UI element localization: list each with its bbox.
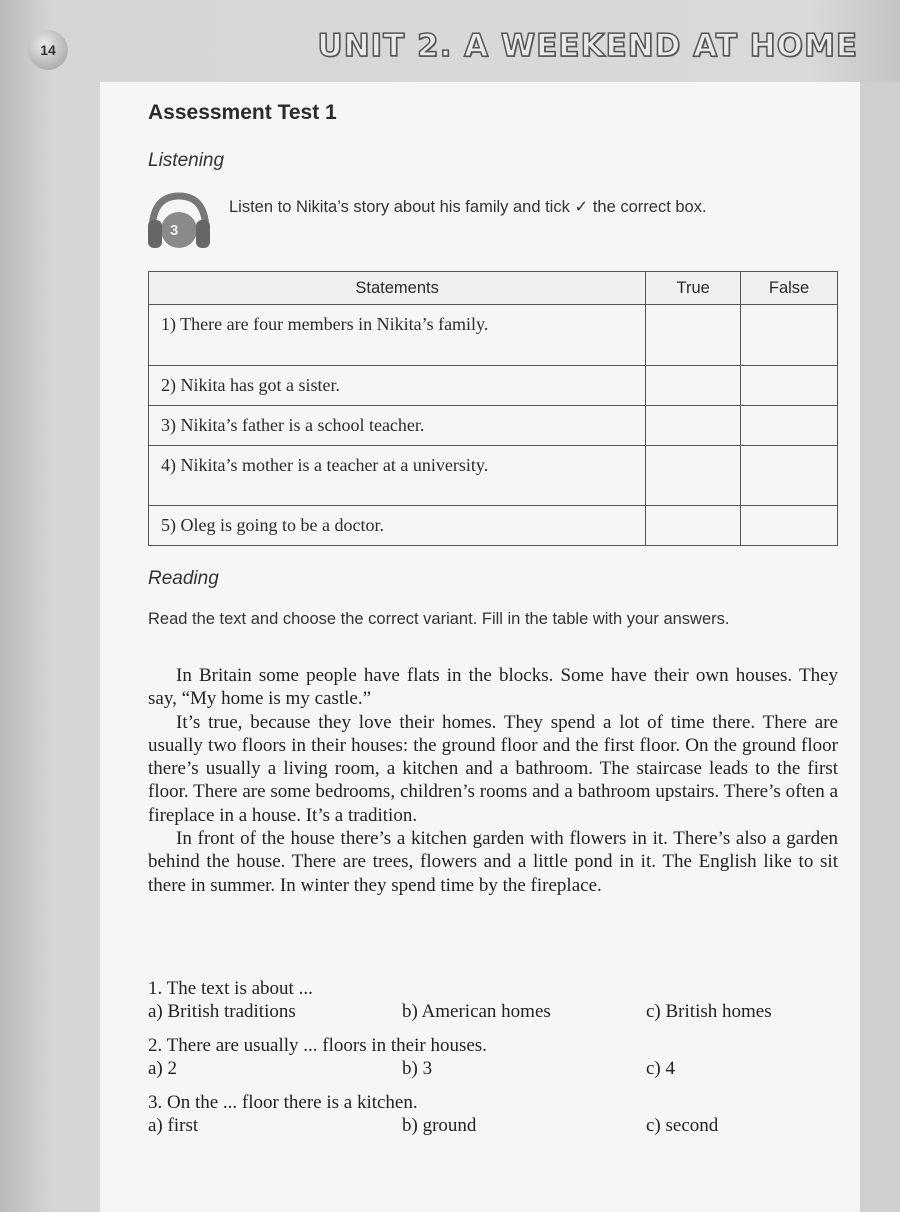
statement: 4) Nikita’s mother is a teacher at a university. bbox=[149, 446, 646, 506]
true-checkbox[interactable] bbox=[646, 446, 741, 506]
option: b) American homes bbox=[402, 1001, 551, 1022]
listening-heading: Listening bbox=[148, 150, 225, 171]
table-row bbox=[149, 305, 838, 366]
reading-text bbox=[148, 664, 838, 897]
statement: 3) Nikita’s father is a school teacher. bbox=[149, 406, 646, 446]
column-header: Statements bbox=[149, 272, 646, 305]
questions bbox=[148, 977, 838, 1148]
option: b) ground bbox=[402, 1115, 477, 1136]
paragraph: It’s true, because they love their homes. They spend a lot of time there. There are usually two floors in their houses: the ground floor and the first floor. On the ground floor there’s usually a living room, a kitchen and a bathroom. The staircase leads to the first floor. There are some bedrooms, children’s rooms and a bathroom upstairs. There’s often a fireplace in a house. It’s a tradition. bbox=[148, 711, 838, 826]
option: a) 2 bbox=[148, 1058, 178, 1079]
track-number: 3 bbox=[170, 222, 179, 239]
paragraph: In Britain some people have flats in the blocks. Some have their own houses. They say, “My home is my castle.” bbox=[148, 665, 838, 710]
question-text: 1. The text is about ... bbox=[148, 978, 313, 999]
question-text: 3. On the ... floor there is a kitchen. bbox=[148, 1092, 418, 1113]
page-number: 14 bbox=[28, 30, 68, 70]
table-row bbox=[149, 446, 838, 506]
option: c) 4 bbox=[646, 1058, 676, 1079]
true-checkbox[interactable] bbox=[646, 406, 741, 446]
option: a) British traditions bbox=[148, 1001, 296, 1022]
option: c) British homes bbox=[646, 1001, 772, 1022]
test-title: Assessment Test 1 bbox=[148, 101, 337, 124]
question bbox=[148, 1091, 838, 1137]
headphones-icon bbox=[146, 192, 212, 252]
option: c) second bbox=[646, 1115, 719, 1136]
question bbox=[148, 977, 838, 1023]
false-checkbox[interactable] bbox=[741, 406, 838, 446]
unit-title: UNIT 2. A WEEKEND AT HOME bbox=[317, 28, 858, 64]
page-edge bbox=[860, 82, 900, 1212]
column-header: True bbox=[646, 272, 741, 305]
table-row bbox=[149, 406, 838, 446]
false-checkbox[interactable] bbox=[741, 446, 838, 506]
question-text: 2. There are usually ... floors in their houses. bbox=[148, 1035, 487, 1056]
true-checkbox[interactable] bbox=[646, 305, 741, 366]
listening-instruction: Listen to Nikita’s story about his family and tick ✓ the correct box. bbox=[229, 198, 707, 216]
false-checkbox[interactable] bbox=[741, 305, 838, 366]
statement: 1) There are four members in Nikita’s family. bbox=[149, 305, 646, 366]
question bbox=[148, 1034, 838, 1080]
statements-table bbox=[148, 271, 838, 546]
column-header: False bbox=[741, 272, 838, 305]
false-checkbox[interactable] bbox=[741, 366, 838, 406]
reading-heading: Reading bbox=[148, 568, 219, 589]
paragraph: In front of the house there’s a kitchen garden with flowers in it. There’s also a garden behind the house. There are trees, flowers and a little pond in it. The English like to sit there in summer. In winter they spend time by the fireplace. bbox=[148, 828, 838, 896]
true-checkbox[interactable] bbox=[646, 366, 741, 406]
table-row bbox=[149, 366, 838, 406]
option: a) first bbox=[148, 1115, 199, 1136]
statement: 2) Nikita has got a sister. bbox=[149, 366, 646, 406]
reading-instruction: Read the text and choose the correct variant. Fill in the table with your answers. bbox=[148, 610, 730, 628]
option: b) 3 bbox=[402, 1058, 433, 1079]
true-checkbox[interactable] bbox=[646, 506, 741, 546]
statement: 5) Oleg is going to be a doctor. bbox=[149, 506, 646, 546]
table-header-row bbox=[149, 272, 838, 305]
false-checkbox[interactable] bbox=[741, 506, 838, 546]
table-row bbox=[149, 506, 838, 546]
